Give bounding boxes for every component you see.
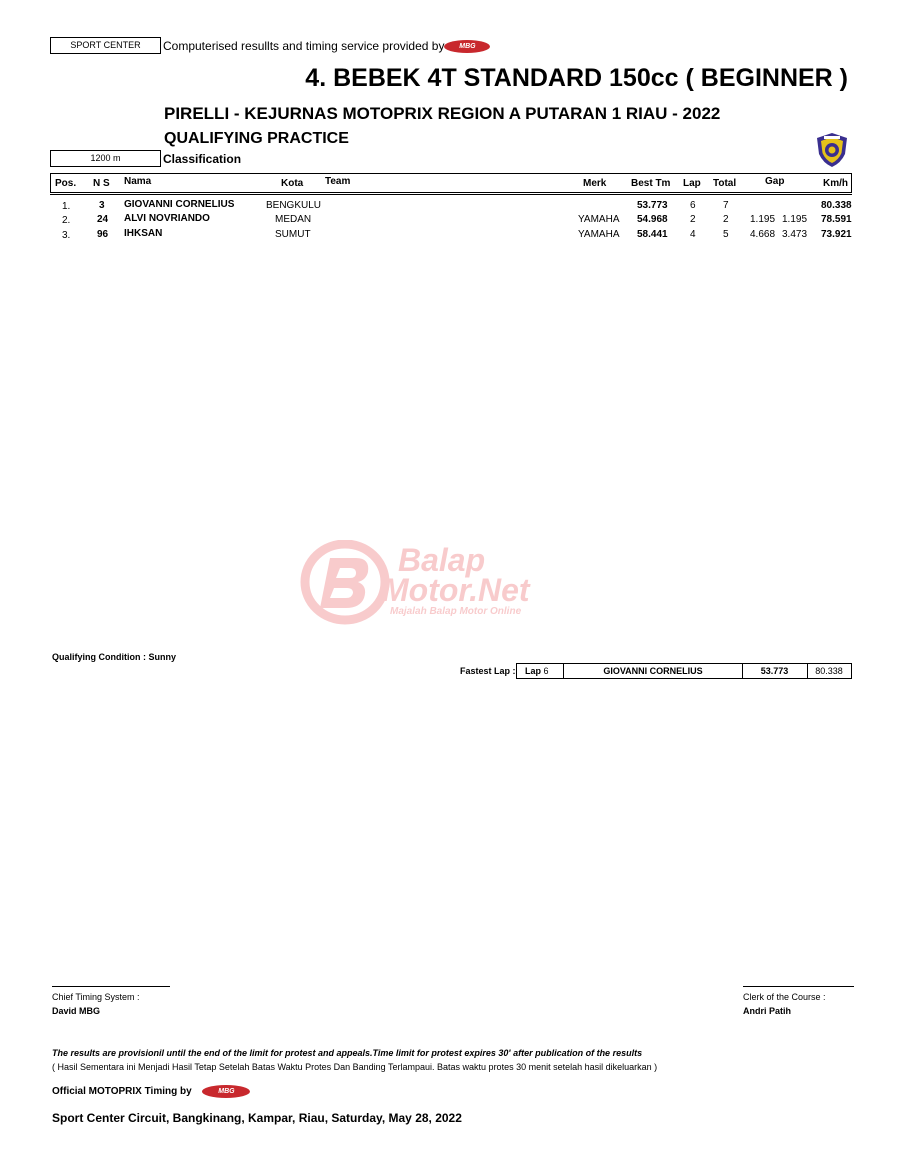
row-kmh: 73.921 [821,229,852,240]
row-best: 54.968 [637,214,668,225]
row-kmh: 78.591 [821,214,852,225]
watermark-tagline: Majalah Balap Motor Online [390,606,522,617]
col-gap: Gap [765,176,785,187]
col-merk: Merk [583,178,607,189]
row-gap1: 1.195 [750,214,776,225]
row-lap: 6 [690,200,696,211]
clerk-course-role: Clerk of the Course : [743,992,826,1002]
classification-label: Classification [163,152,242,166]
row-lap: 4 [690,229,696,240]
row-ns: 24 [97,214,109,225]
col-pos: Pos. [55,178,77,189]
row-total: 5 [723,229,729,240]
row-gap1: 4.668 [750,229,776,240]
row-gap2: 1.195 [782,214,808,225]
row-pos: 2. [62,215,71,226]
session-title: QUALIFYING PRACTICE [164,130,349,147]
row-kmh: 80.338 [821,200,852,211]
fastest-lap-lap-label: Lap [525,666,542,676]
row-merk: YAMAHA [578,229,620,240]
col-ns: N S [93,178,110,189]
col-team: Team [325,176,351,187]
official-timing-line [52,1085,250,1098]
fastest-lap-box [516,663,852,679]
row-total: 2 [723,214,729,225]
location-date: Sport Center Circuit, Bangkinang, Kampar, Riau, Saturday, May 28, 2022 [52,1111,462,1125]
row-best: 58.441 [637,229,668,240]
disclaimer-id: ( Hasil Sementara ini Menjadi Hasil Tetap Setelah Batas Waktu Protes Dan Banding Terlampaui. Batas waktu protes 30 menit setelah hasil dikeluarkan ) [52,1062,658,1072]
row-nama: GIOVANNI CORNELIUS [124,199,235,210]
fastest-lap-lap: 6 [543,666,549,676]
row-nama: ALVI NOVRIANDO [124,213,210,224]
fastest-lap-time: 53.773 [742,664,808,678]
row-nama: IHKSAN [124,228,163,239]
watermark-line2: Motor.Net [382,572,530,608]
row-kota: SUMUT [275,229,311,240]
fastest-lap-speed: 80.338 [815,666,843,676]
provider-text: Computerised resullts and timing service provided by [163,39,445,53]
row-pos: 3. [62,230,71,241]
fastest-lap-lap-cell [517,664,564,678]
col-kmh: Km/h [823,178,848,189]
row-ns: 96 [97,229,109,240]
row-total: 7 [723,200,729,211]
col-kota: Kota [281,178,304,189]
official-timing-text: Official MOTOPRIX Timing by [52,1086,192,1098]
row-ns: 3 [99,200,105,211]
row-kota: BENGKULU [266,200,322,211]
championship-title: PIRELLI - KEJURNAS MOTOPRIX REGION A PUTARAN 1 RIAU - 2022 [164,104,721,123]
mbg-logo: MBG [202,1085,250,1098]
fastest-lap-label: Fastest Lap : [460,666,516,676]
chief-timing-role: Chief Timing System : [52,992,140,1002]
event-title: 4. BEBEK 4T STANDARD 150cc ( BEGINNER ) [305,64,848,92]
row-gap2: 3.473 [782,229,808,240]
row-kota: MEDAN [275,214,312,225]
col-nama: Nama [124,176,152,187]
col-lap: Lap [683,178,701,189]
row-lap: 2 [690,214,696,225]
watermark-logo [300,540,605,625]
col-total: Total [713,178,737,189]
watermark-line1: Balap [398,542,486,578]
row-best: 53.773 [637,200,668,211]
row-pos: 1. [62,201,71,212]
fastest-lap-rider: GIOVANNI CORNELIUS [564,664,743,678]
row-merk: YAMAHA [578,214,620,225]
chief-timing-name: David MBG [52,1006,101,1016]
qualifying-condition: Qualifying Condition : Sunny [52,652,176,662]
col-best: Best Tm [631,178,671,189]
disclaimer-en: The results are provisionil until the end of the limit for protest and appeals.Time limit for protest expires 30' after publication of the results [52,1048,643,1058]
watermark-b-icon [300,540,390,625]
provider-line [163,39,490,53]
mbg-logo: MBG [444,40,490,53]
federation-badge-icon [814,132,850,168]
distance-box: 1200 m [50,150,161,167]
venue-box: SPORT CENTER [50,37,161,54]
clerk-course-name: Andri Patih [743,1006,792,1016]
